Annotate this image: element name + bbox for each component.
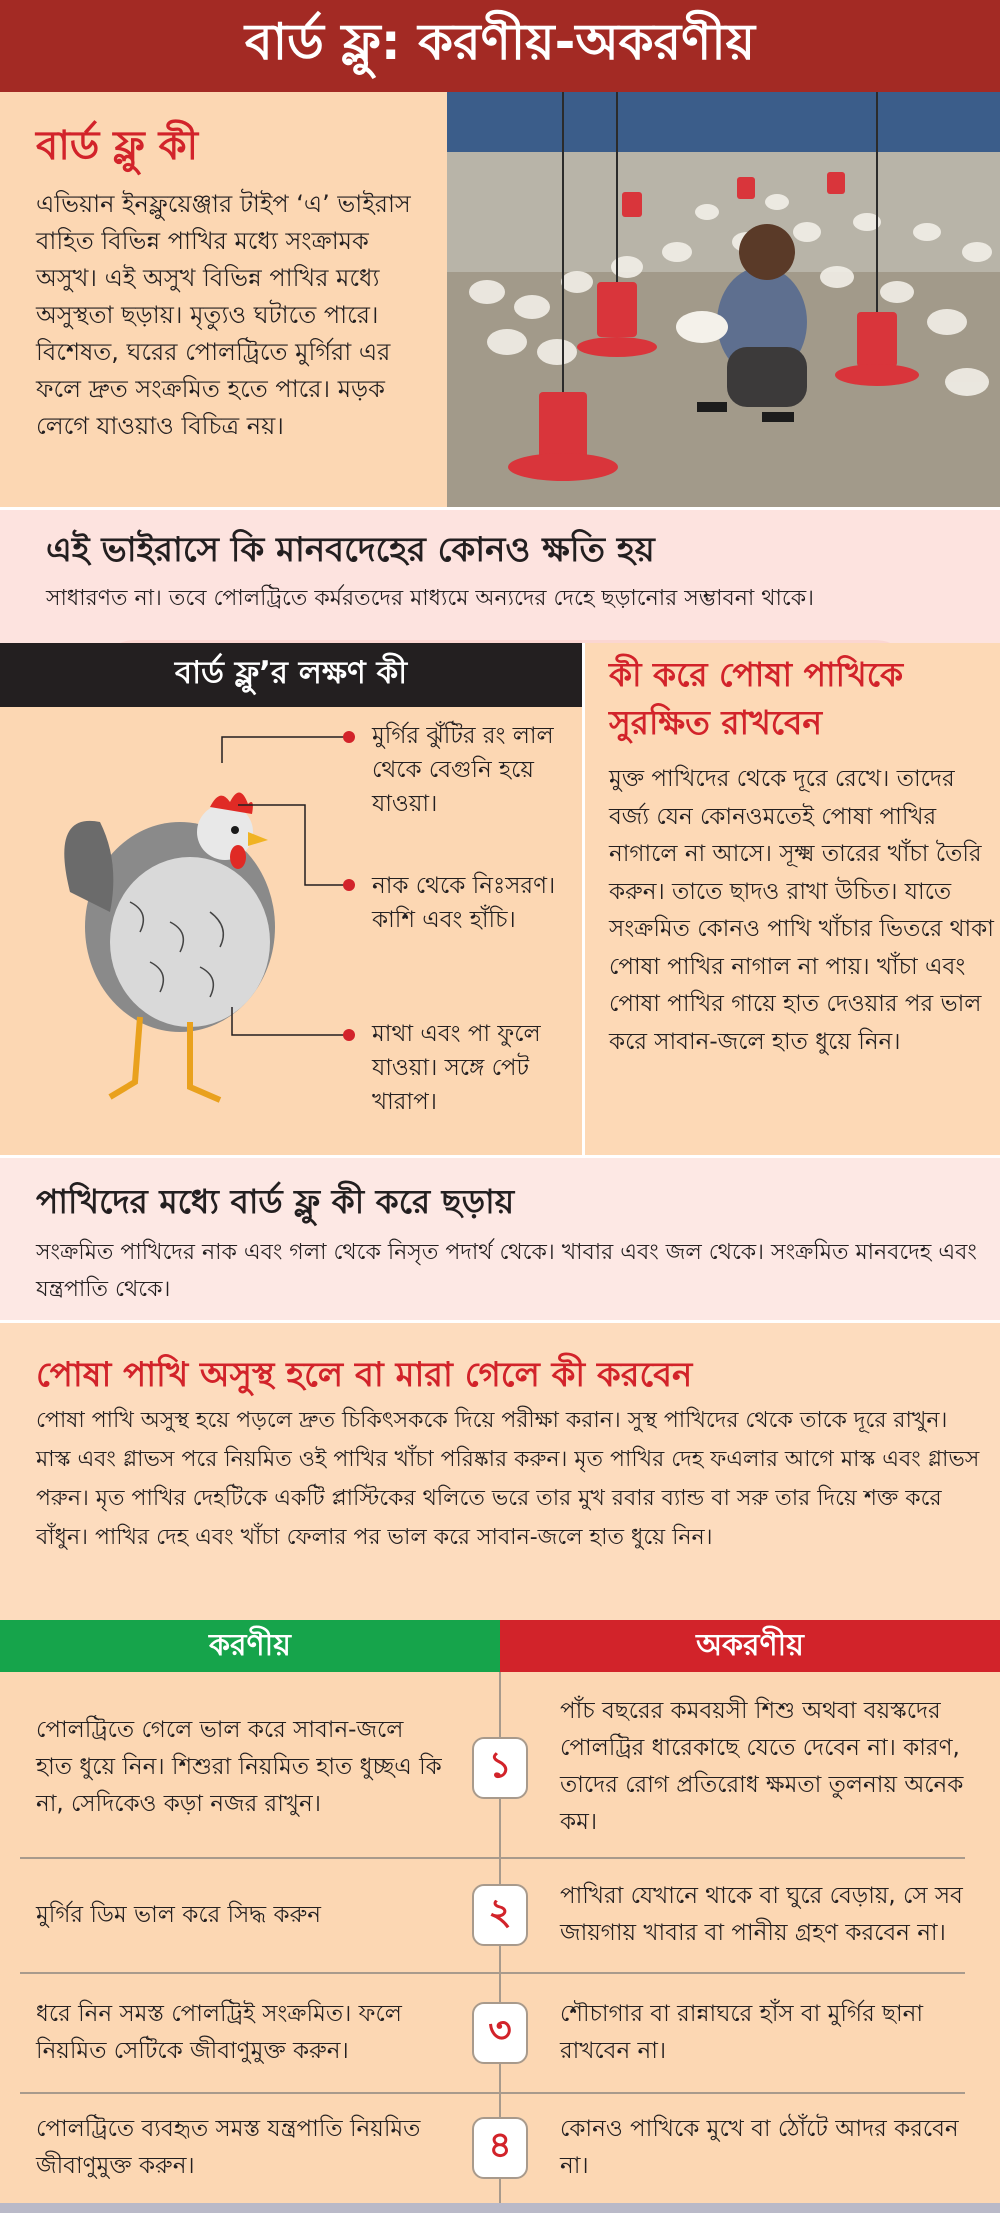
human-harm-heading: এই ভাইরাসে কি মানবদেহের কোনও ক্ষতি হয়	[46, 530, 655, 570]
protect-section	[585, 643, 1000, 1155]
symptoms-section	[0, 707, 582, 1155]
sick-bird-section	[0, 1320, 1000, 1623]
symptom-item: মুর্গির ঝুঁটির রং লাল থেকে বেগুনি হয়ে যাওয়া।	[372, 723, 554, 817]
do-item: ধরে নিন সমস্ত পোলট্রিই সংক্রমিত। ফলে নিয়মিত সেটিকে জীবাণুমুক্ত করুন।	[36, 2000, 402, 2064]
do-item: পোলট্রিতে গেলে ভাল করে সাবান-জলে হাত ধুয়ে নিন। শিশুরা নিয়মিত হাত ধুচ্ছএ কি না, সেদিকেও কড়া নজর রাখুন।	[36, 1716, 442, 1817]
what-is-section	[0, 92, 1000, 507]
table-row-divider	[20, 1857, 965, 1859]
row-number-badge: ১	[472, 1737, 528, 1799]
protect-body: মুক্ত পাখিদের থেকে দূরে রেখে। তাদের বর্জ্য যেন কোনওমতেই পোষা পাখির নাগালে না আসে। সূক্ষ্ম তারের খাঁচা তৈরি করুন। তাতে ছাদও রাখা উচিত। যাতে সংক্রমিত কোনও পাখি খাঁচার ভিতরে থাকা পোষা পাখির নাগাল না পায়। খাঁচা এবং পোষা পাখির গায়ে হাত দেওয়ার পর ভাল করে সাবান-জলে হাত ধুয়ে নিন।	[609, 766, 994, 1055]
what-is-body: এভিয়ান ইনফ্লুয়েঞ্জার টাইপ ‘এ’ ভাইরাস বাহিত বিভিন্ন পাখির মধ্যে সংক্রামক অসুখ। এই অসুখ বিভিন্ন পাখির মধ্যে অসুস্থতা ছড়ায়। মৃত্যুও ঘটাতে পারে। বিশেষত, ঘরের পোলট্রিতে মুর্গিরা এর ফলে দ্রুত সংক্রমিত হতে পারে। মড়ক লেগে যাওয়াও বিচিত্র নয়।	[36, 190, 411, 440]
spread-section	[0, 1155, 1000, 1323]
dont-column-header: অকরণীয়	[500, 1620, 1000, 1672]
do-dont-table	[0, 1672, 1000, 2203]
row-number-badge: ৩	[472, 2002, 528, 2064]
do-item: পোলট্রিতে ব্যবহৃত সমস্ত যন্ত্রপাতি নিয়মিত জীবাণুমুক্ত করুন।	[36, 2115, 421, 2179]
dont-item: পাখিরা যেখানে থাকে বা ঘুরে বেড়ায়, সে সব জায়গায় খাবার বা পানীয় গ্রহণ করবেন না।	[560, 1883, 963, 1946]
sick-bird-body: পোষা পাখি অসুস্থ হয়ে পড়লে দ্রুত চিকিৎসককে দিয়ে পরীক্ষা করান। সুস্থ পাখিদের থেকে তাকে দূরে রাখুন। মাস্ক এবং গ্লাভস পরে নিয়মিত ওই পাখির খাঁচা পরিষ্কার করুন। মৃত পাখির দেহ ফএলার আগে মাস্ক এবং গ্লাভস পরুন। মৃত পাখির দেহটিকে একটি প্লাস্টিকের থলিতে ভরে তার মুখ রবার ব্যান্ড বা সরু তার দিয়ে শক্ত করে বাঁধুন। পাখির দেহ এবং খাঁচা ফেলার পর ভাল করে সাবান-জলে হাত ধুয়ে নিন।	[36, 1408, 980, 1550]
symptom-item: মাথা এবং পা ফুলে যাওয়া। সঙ্গে পেট খারাপ।	[372, 1021, 541, 1115]
row-number-badge: ৪	[472, 2117, 528, 2179]
table-row-divider	[20, 1972, 965, 1974]
sick-bird-heading: পোষা পাখি অসুস্থ হলে বা মারা গেলে কী করবেন	[36, 1355, 693, 1395]
row-number-badge: ২	[472, 1884, 528, 1946]
dont-item: পাঁচ বছরের কমবয়সী শিশু অথবা বয়স্কদের পোলট্রির ধারেকাছে যেতে দেবেন না। কারণ, তাদের রোগ প্রতিরোধ ক্ষমতা তুলনায় অনেক কম।	[560, 1698, 964, 1835]
table-row-divider	[20, 2092, 965, 2094]
footer-strip	[0, 2203, 1000, 2213]
human-harm-body: সাধারণত না। তবে পোলট্রিতে কর্মরতদের মাধ্যমে অন্যদের দেহে ছড়ানোর সম্ভাবনা থাকে।	[46, 586, 815, 611]
do-column-header: করণীয়	[0, 1620, 500, 1672]
what-is-heading: বার্ড ফ্লু কী	[36, 123, 199, 169]
symptoms-heading: বার্ড ফ্লু’র লক্ষণ কী	[0, 643, 582, 707]
do-item: মুর্গির ডিম ভাল করে সিদ্ধ করুন	[36, 1901, 321, 1928]
poultry-farm-photo	[447, 92, 1000, 507]
spread-body: সংক্রমিত পাখিদের নাক এবং গলা থেকে নিসৃত পদার্থ থেকে। খাবার এবং জল থেকে। সংক্রমিত মানবদেহ এবং যন্ত্রপাতি থেকে।	[36, 1240, 977, 1302]
symptom-item: নাক থেকে নিঃসরণ। কাশি এবং হাঁচি।	[372, 873, 556, 933]
dont-item: কোনও পাখিকে মুখে বা ঠোঁটে আদর করবেন না।	[560, 2115, 959, 2179]
human-harm-section	[0, 507, 1000, 645]
page-title: বার্ড ফ্লু: করণীয়-অকরণীয়	[0, 0, 1000, 92]
dont-item: শৌচাগার বা রান্নাঘরে হাঁস বা মুর্গির ছানা রাখবেন না।	[560, 2000, 924, 2064]
spread-heading: পাখিদের মধ্যে বার্ড ফ্লু কী করে ছড়ায়	[36, 1182, 515, 1221]
protect-heading: কী করে পোষা পাখিকে সুরক্ষিত রাখবেন	[609, 655, 904, 742]
